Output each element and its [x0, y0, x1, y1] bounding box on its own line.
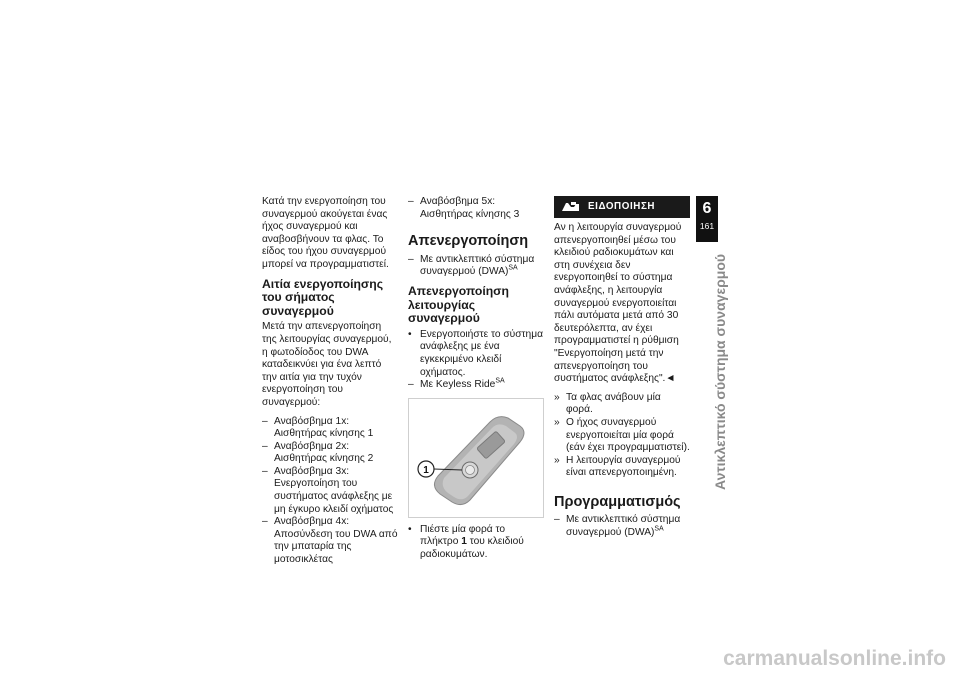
- cause-heading: Αιτία ενεργοποίησης του σήματος συναγερμού: [262, 276, 384, 318]
- list-item: – Αναβόσβημα 2x: Αισθητήρας κίνησης 2: [262, 440, 374, 465]
- cause-paragraph: Μετά την απενεργοποίηση της λειτουργίας συναγερμού, η φωτοδίοδος του DWA καταδεικνύει για ένα λεπτό την αιτία για την τυχόν ενεργοποίηση του συναγερμού:: [262, 321, 392, 408]
- flash-list: [262, 416, 398, 567]
- programming-heading: Προγραμματισμός: [554, 493, 681, 510]
- result-list: [554, 392, 690, 480]
- requirement-item: – Με αντικλεπτικό σύστημα συναγερμού (DWA)$^{SA}$: [554, 514, 681, 539]
- column-middle: [408, 196, 544, 566]
- radio-key-figure: [408, 398, 544, 518]
- result-item: » Η λειτουργία συναγερμού είναι απενεργοποιημένη.: [554, 454, 681, 479]
- requirement-item: – Με αντικλεπτικό σύστημα συναγερμού (DWA)$^{SA}$: [408, 253, 535, 278]
- chapter-number: 6: [702, 200, 712, 217]
- sa-superscript: SA: [654, 525, 664, 533]
- notice-text: Αν η λειτουργία συναγερμού απενεργοποιηθεί μέσω του κλειδιού ραδιοκυμάτων και στη συνέχεια δεν ενεργοποιηθεί το σύστημα ανάφλεξης, η λειτουργία συναγερμού ενεργοποιείται πάλι αυτόματα μετά από 30 δευτερόλεπτα, αν έχει προγραμματιστεί η ρύθμιση "Ενεργοποίηση μετά την απενεργοποίηση του συστήματος ανάφλεξης".◄: [554, 222, 682, 385]
- list-item: – Αναβόσβημα 3x: Ενεργοποίηση του συστήματος ανάφλεξης με μη έγκυρο κλειδί οχήματος: [262, 465, 394, 515]
- alarm-deactivation-heading: Απενεργοποίηση λειτουργίας συναγερμού: [408, 283, 509, 326]
- column-right: [554, 196, 690, 544]
- result-item: » Τα φλας ανάβουν μία φορά.: [554, 391, 661, 416]
- notice-title: ΕΙΔΟΠΟΙΗΣΗ: [588, 200, 656, 212]
- callout-label: 1: [423, 464, 429, 476]
- deactivation-heading: Απενεργοποίηση: [408, 233, 529, 250]
- instruction-list: [408, 329, 544, 392]
- key-fob-illustration: [408, 398, 544, 518]
- instruction-item: • Πιέστε μία φορά το πλήκτρο 1 του κλειδιού ραδιοκυμάτων.: [408, 523, 524, 560]
- flash-list-continued: [408, 196, 544, 221]
- instruction-item: • Ενεργοποιήστε το σύστημα ανάφλεξης με ένα εγκεκριμένο κλειδί οχήματος.: [408, 328, 543, 378]
- list-item: – Αναβόσβημα 4x: Αποσύνδεση του DWA από την μπαταρία της μοτοσικλέτας: [262, 516, 398, 566]
- press-list: [408, 524, 544, 562]
- list-item: – Αναβόσβημα 5x: Αισθητήρας κίνησης 3: [408, 196, 520, 220]
- notice-icon: [562, 201, 580, 213]
- requirement-item: – Με Keyless Ride$^{SA}$: [408, 377, 505, 391]
- sa-superscript: SA: [508, 264, 518, 272]
- chapter-tab: [696, 196, 718, 242]
- requirement-list: [408, 254, 544, 279]
- intro-paragraph: Κατά την ενεργοποίηση του συναγερμού ακούγεται ένας ήχος συναγερμού και αναβοσβήνουν τα φλας. Το είδος του ήχου συναγερμού μπορεί να προγραμματιστεί.: [262, 196, 389, 270]
- notice-banner: [554, 196, 690, 218]
- sa-superscript: SA: [495, 377, 505, 385]
- column-left: [262, 196, 398, 571]
- watermark: carmanualsonline.info: [723, 647, 946, 670]
- side-title: Αντικλεπτικό σύστημα συναγερμού: [712, 253, 728, 490]
- result-item: » Ο ήχος συναγερμού ενεργοποιείται μία φορά (εάν έχει προγραμματιστεί).: [554, 416, 690, 454]
- end-marker: ◄: [665, 373, 676, 385]
- page-number: 161: [699, 221, 715, 231]
- list-item: – Αναβόσβημα 1x: Αισθητήρας κίνησης 1: [262, 415, 374, 440]
- button-number: 1: [461, 536, 467, 548]
- requirement-list: [554, 514, 690, 539]
